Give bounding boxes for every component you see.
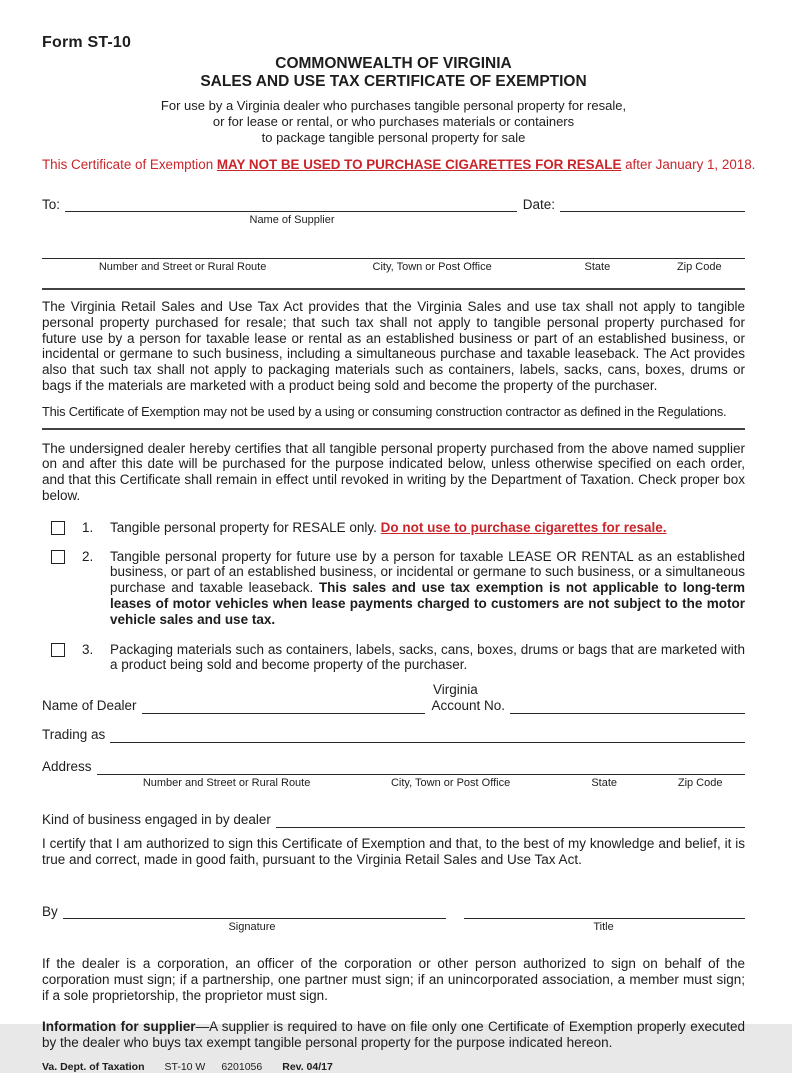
date-field[interactable] xyxy=(560,196,745,212)
certifies-paragraph: The undersigned dealer hereby certifies that all tangible personal property purchased from the above named supplier on and after this date will be purchased for the purpose indicated below, unless otherwise specified on each order, and that this Certificate shall remain in effect until revoked in writing by the Department of Taxation. Check proper box below. xyxy=(42,440,745,504)
section-divider xyxy=(42,288,745,290)
item-number: 3. xyxy=(82,641,94,657)
street-label: Number and Street or Rural Route xyxy=(98,261,267,274)
kind-of-business-field[interactable] xyxy=(276,812,745,828)
supplier-info-bold: Information for supplier xyxy=(42,1019,196,1035)
form-code-label: ST-10 W xyxy=(164,1061,206,1073)
lease-rental-checkbox[interactable] xyxy=(51,550,65,564)
dealer-name-row xyxy=(42,698,745,714)
form-serial-number: 6201056 xyxy=(221,1061,263,1073)
supplier-to-row xyxy=(42,196,745,212)
item-text xyxy=(110,549,745,628)
supplier-info-paragraph xyxy=(42,1019,745,1051)
checklist-item-lease-rental xyxy=(42,549,745,628)
dealer-address-field[interactable] xyxy=(97,759,745,775)
kind-of-business-label: Kind of business engaged in by dealer xyxy=(42,811,271,827)
cigarette-warning xyxy=(42,156,756,173)
zip-label: Zip Code xyxy=(676,261,722,274)
supplier-address-field[interactable] xyxy=(42,243,745,259)
revision-date-label: Rev. 04/17 xyxy=(282,1061,333,1073)
item-number: 2. xyxy=(82,548,94,564)
supplier-address-labels xyxy=(42,261,745,274)
warning-suffix: after January 1, 2018. xyxy=(621,156,756,172)
to-label: To: xyxy=(42,196,61,212)
date-label: Date: xyxy=(522,196,555,212)
warning-prefix: This Certificate of Exemption xyxy=(42,156,217,172)
account-no-field[interactable] xyxy=(510,698,745,714)
packaging-text: Packaging materials such as containers, labels, sacks, cans, boxes, drums or bags that are marketed with a product being sold and become property of the purchaser. xyxy=(110,641,745,673)
item-text xyxy=(110,642,745,674)
name-of-supplier-label: Name of Supplier xyxy=(249,214,335,227)
name-of-dealer-label: Name of Dealer xyxy=(42,698,137,714)
kind-of-business-row xyxy=(42,812,745,828)
dealer-address-labels xyxy=(105,777,745,790)
state-label: State xyxy=(591,776,618,789)
zip-label: Zip Code xyxy=(677,776,723,789)
supplier-info-text: —A supplier is required to have on file only one Certificate of Exemption properly executed by the dealer who buys tax exempt tangible personal property for the purpose indicated hereon. xyxy=(42,1019,745,1051)
title-line-1: COMMONWEALTH OF VIRGINIA xyxy=(275,54,512,72)
city-label: City, Town or Post Office xyxy=(390,776,511,789)
section-divider xyxy=(42,428,745,430)
account-no-label: Account No. xyxy=(431,698,505,714)
supplier-name-field[interactable] xyxy=(65,196,517,212)
signature-labels xyxy=(42,921,745,934)
checklist-item-packaging xyxy=(42,642,745,674)
resale-text: Tangible personal property for RESALE only. xyxy=(110,519,381,535)
signature-field[interactable] xyxy=(63,903,446,919)
signature-label: Signature xyxy=(228,921,276,934)
resale-red-warning: Do not use to purchase cigarettes for resale. xyxy=(380,519,667,535)
packaging-checkbox[interactable] xyxy=(51,643,65,657)
form-subtitle xyxy=(42,98,745,147)
dealer-address-row xyxy=(42,759,745,775)
lease-text: Tangible personal property for future use by a person for taxable LEASE OR RENTAL as an established business, or part of an established business, or incidental or germane to such business, or a simultaneous purchase and taxable leaseback. xyxy=(110,548,745,596)
city-label: City, Town or Post Office xyxy=(372,261,492,274)
form-footer xyxy=(42,1061,745,1073)
trading-as-row xyxy=(42,727,745,743)
item-text xyxy=(110,520,745,536)
corporation-paragraph: If the dealer is a corporation, an officer of the corporation or other person authorized to sign on behalf of the corporation must sign; if a partnership, one partner must sign; if an unincorporated association, a member must sign; if a sole proprietorship, the proprietor must sign. xyxy=(42,956,745,1003)
certify-paragraph: I certify that I am authorized to sign this Certificate of Exemption and that, to the best of my knowledge and belief, it is true and correct, made in good faith, pursuant to the Virginia Retail Sales and Use Tax Act. xyxy=(42,835,745,867)
contractor-paragraph: This Certificate of Exemption may not be used by a using or consuming construction contractor as defined in the Regulations. xyxy=(42,403,727,419)
lease-bold-note: This sales and use tax exemption is not applicable to long-term leases of motor vehicles when lease payments charged to customers are not subject to the motor vehicle sales and use tax. xyxy=(110,580,746,627)
warning-emphasis: MAY NOT BE USED TO PURCHASE CIGARETTES FOR RESALE xyxy=(216,156,622,172)
dealer-name-field[interactable] xyxy=(142,698,426,714)
title-line-2: SALES AND USE TAX CERTIFICATE OF EXEMPTION xyxy=(200,73,587,91)
signature-row xyxy=(42,903,745,919)
by-label: By xyxy=(42,903,58,919)
street-label: Number and Street or Rural Route xyxy=(142,776,311,789)
trading-as-label: Trading as xyxy=(42,727,106,743)
dept-of-taxation-label: Va. Dept. of Taxation xyxy=(42,1061,145,1073)
act-paragraph: The Virginia Retail Sales and Use Tax Act provides that the Virginia Sales and use tax shall not apply to tangible personal property purchased for resale; that such tax shall not apply to tangible personal property purchased for future use by a person for taxable lease or rental as an established business or part of an established business, or incidental or germane to such business, including a simultaneous purchase and taxable leaseback. The Act provides also that such tax shall not apply to packaging materials such as containers, labels, sacks, cans, boxes, drums or bags if the materials are marketed with a product being sold and become the property of the purchaser. xyxy=(42,299,745,393)
title-field[interactable] xyxy=(464,903,745,919)
address-label: Address xyxy=(42,759,92,775)
subtitle-line-1: For use by a Virginia dealer who purchases tangible personal property for resale, xyxy=(160,97,627,113)
title-label: Title xyxy=(593,921,614,934)
virginia-label: Virginia xyxy=(433,682,478,698)
form-number: Form ST-10 xyxy=(42,34,132,51)
form-title xyxy=(42,55,745,92)
trading-as-field[interactable] xyxy=(110,727,745,743)
state-label: State xyxy=(584,261,611,274)
item-number: 1. xyxy=(82,519,94,535)
checklist-item-resale xyxy=(42,520,745,536)
resale-checkbox[interactable] xyxy=(51,521,65,535)
subtitle-line-3: to package tangible personal property for sale xyxy=(261,130,526,146)
subtitle-line-2: or for lease or rental, or who purchases materials or containers xyxy=(212,114,575,130)
